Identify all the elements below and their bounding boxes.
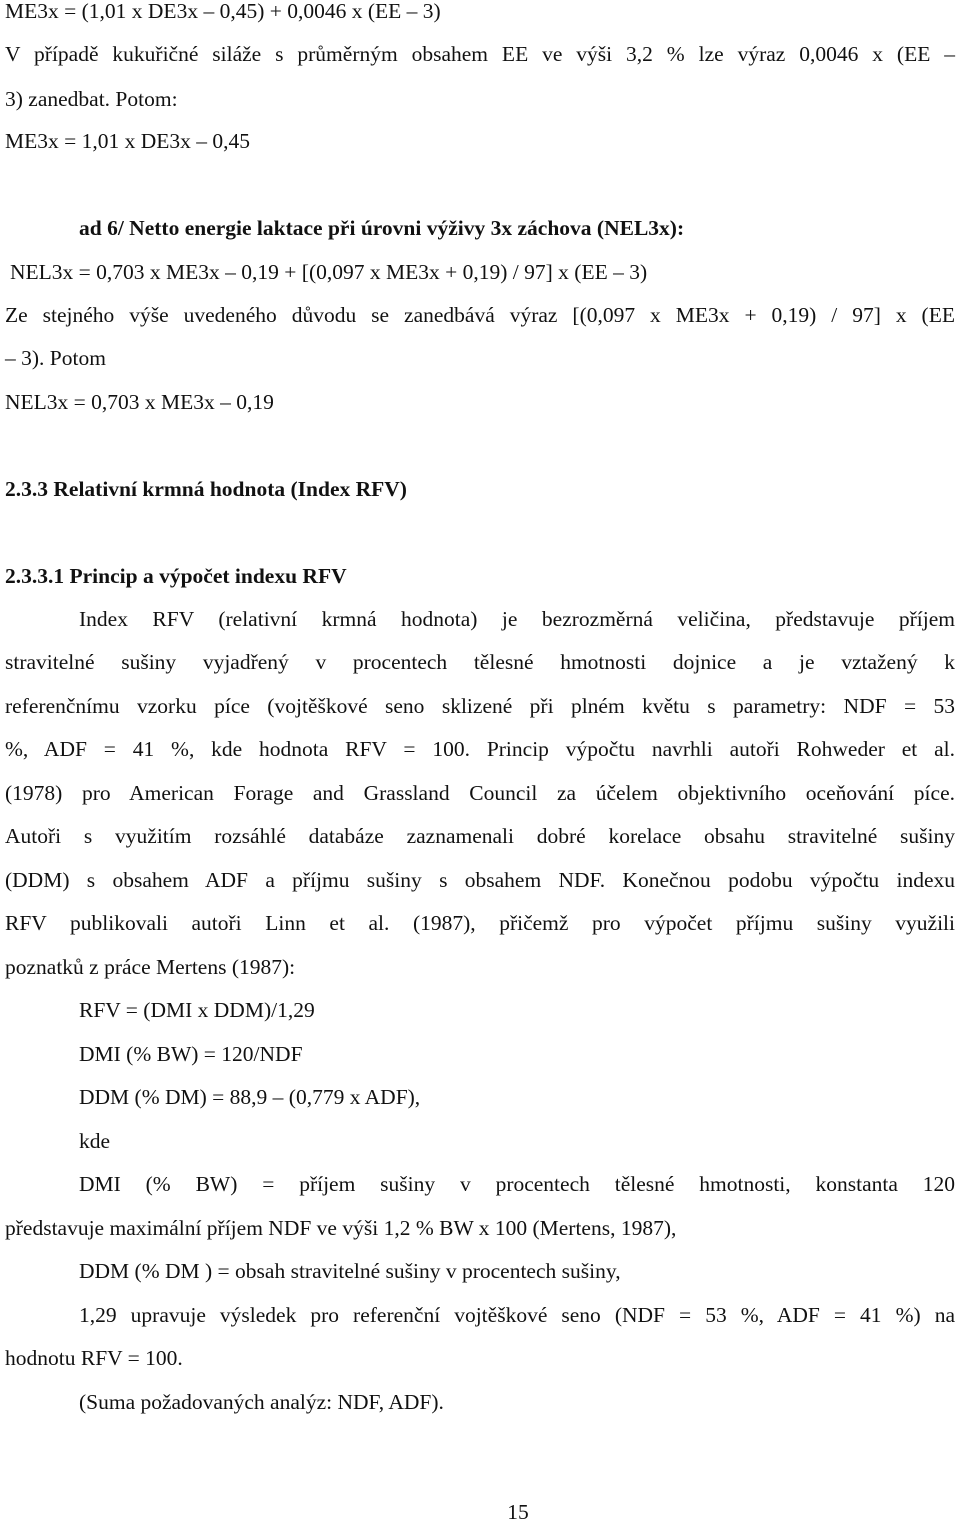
definition-line: DDM (% DM ) = obsah stravitelné sušiny v procentech sušiny,: [79, 1259, 621, 1283]
paragraph-line: V případě kukuřičné siláže s průměrným obsahem EE ve výši 3,2 % lze výraz 0,0046 x (EE –: [5, 42, 955, 66]
definition-line: 1,29 upravuje výsledek pro referenční vojtěškové seno (NDF = 53 %, ADF = 41 %) na: [79, 1303, 955, 1327]
paragraph-line: (DDM) s obsahem ADF a příjmu sušiny s obsahem NDF. Konečnou podobu výpočtu indexu: [5, 868, 955, 892]
paragraph-line: referenčnímu vzorku píce (vojtěškové seno sklizené při plném květu s parametry: NDF = 53: [5, 694, 955, 718]
formula-nel3x-full: NEL3x = 0,703 x ME3x – 0,19 + [(0,097 x ME3x + 0,19) / 97] x (EE – 3): [10, 260, 648, 284]
paragraph-line: poznatků z práce Mertens (1987):: [5, 955, 296, 979]
paragraph-line: %, ADF = 41 %, kde hodnota RFV = 100. Princip výpočtu navrhli autoři Rohweder et al.: [5, 737, 955, 761]
formula-dmi: DMI (% BW) = 120/NDF: [79, 1042, 303, 1066]
section-heading: 2.3.3 Relativní krmná hodnota (Index RFV): [5, 477, 407, 501]
paragraph-line: Autoři s využitím rozsáhlé databáze zaznamenali dobré korelace obsahu stravitelné sušiny: [5, 824, 955, 848]
formula-ddm: DDM (% DM) = 88,9 – (0,779 x ADF),: [79, 1085, 421, 1109]
definition-line: hodnotu RFV = 100.: [5, 1346, 183, 1370]
subheading-nel3x: ad 6/ Netto energie laktace při úrovni výživy 3x záchova (NEL3x):: [79, 216, 685, 240]
formula-me3x-simplified: ME3x = 1,01 x DE3x – 0,45: [5, 129, 251, 153]
paragraph-line: – 3). Potom: [5, 346, 106, 370]
analysis-note: (Suma požadovaných analýz: NDF, ADF).: [79, 1390, 444, 1414]
definition-line: představuje maximální příjem NDF ve výši 1,2 % BW x 100 (Mertens, 1987),: [5, 1216, 677, 1240]
formula-rfv: RFV = (DMI x DDM)/1,29: [79, 998, 315, 1022]
paragraph-line: (1978) pro American Forage and Grassland Council za účelem objektivního oceňování píce.: [5, 781, 955, 805]
paragraph-line: Index RFV (relativní krmná hodnota) je bezrozměrná veličina, představuje příjem: [79, 607, 955, 631]
subsection-heading: 2.3.3.1 Princip a výpočet indexu RFV: [5, 564, 347, 588]
paragraph-line: Ze stejného výše uvedeného důvodu se zanedbává výraz [(0,097 x ME3x + 0,19) / 97] x (EE: [5, 303, 955, 327]
paragraph-line: RFV publikovali autoři Linn et al. (1987), přičemž pro výpočet příjmu sušiny využili: [5, 911, 955, 935]
paragraph-line: stravitelné sušiny vyjadřený v procentech tělesné hmotnosti dojnice a je vztažený k: [5, 650, 955, 674]
formula-nel3x-simplified: NEL3x = 0,703 x ME3x – 0,19: [5, 390, 274, 414]
definition-line: DMI (% BW) = příjem sušiny v procentech tělesné hmotnosti, konstanta 120: [79, 1172, 955, 1196]
definition-label: kde: [79, 1129, 111, 1153]
page-number: 15: [507, 1500, 529, 1524]
paragraph-line: 3) zanedbat. Potom:: [5, 87, 178, 111]
formula-me3x-full: ME3x = (1,01 x DE3x – 0,45) + 0,0046 x (EE – 3): [5, 0, 441, 23]
